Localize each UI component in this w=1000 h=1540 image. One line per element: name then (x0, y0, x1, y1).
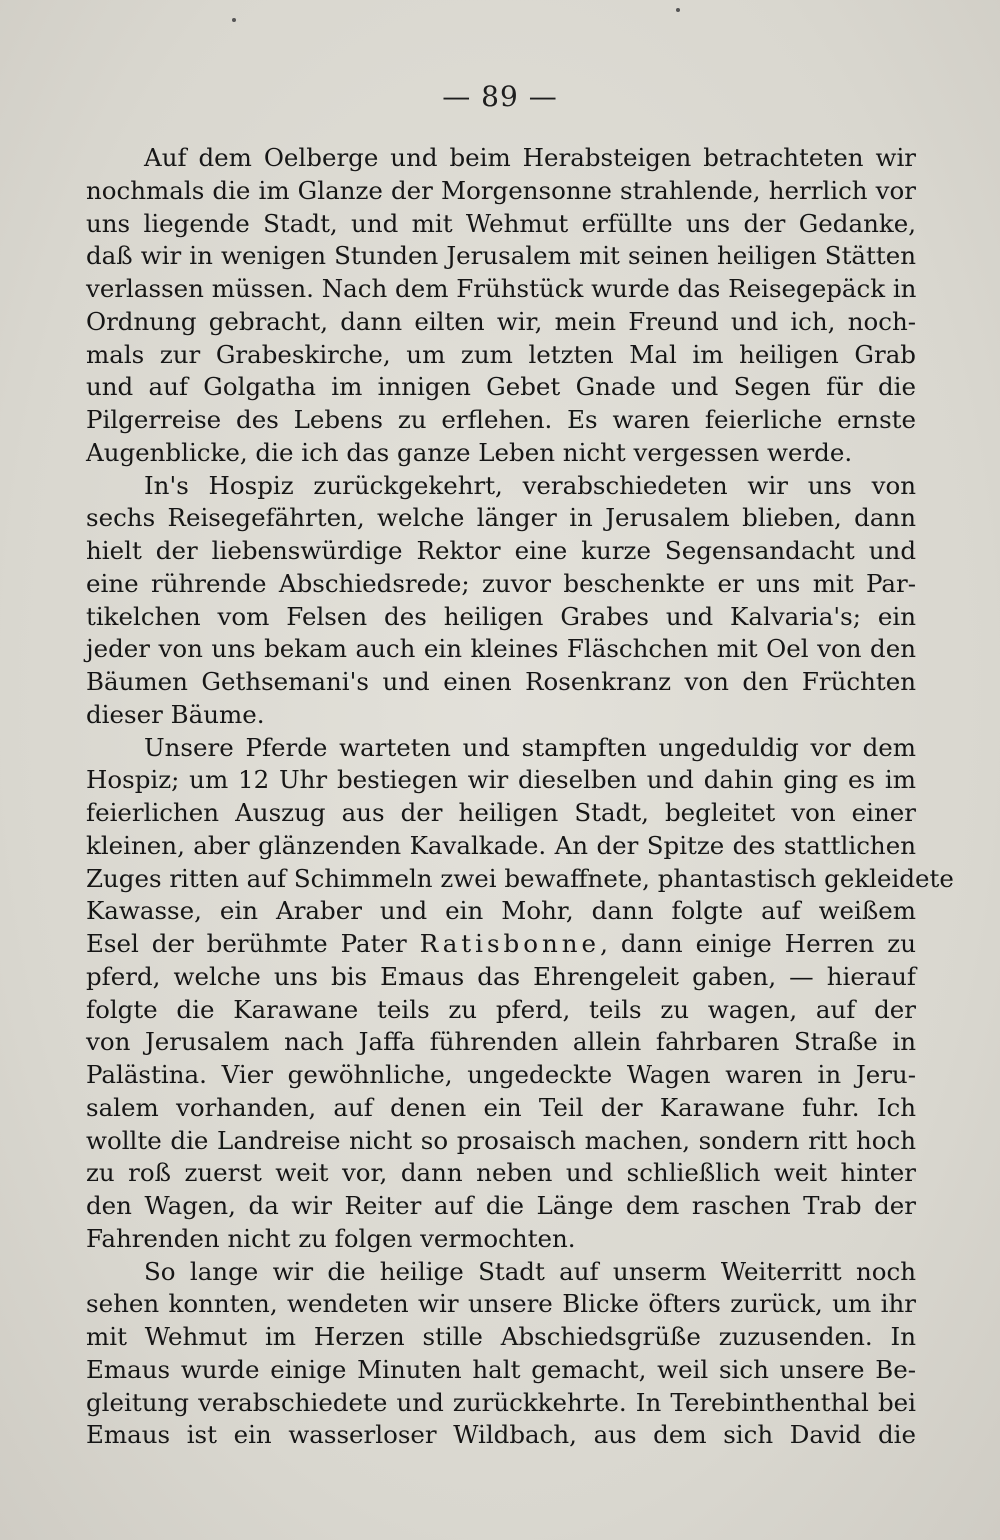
text-line: pferd, welche uns bis Emaus das Ehrengeleit gaben, — hierauf (86, 961, 916, 991)
text-line: Emaus wurde einige Minuten halt gemacht, weil sich unsere Be- (86, 1354, 916, 1384)
text-line: feierlichen Auszug aus der heiligen Stadt, begleitet von einer (86, 798, 916, 827)
text-line: sehen konnten, wendeten wir unsere Blicke öfters zurück, um ihr (86, 1289, 916, 1319)
text-line: wollte die Landreise nicht so prosaisch machen, sondern ritt hoch (86, 1125, 916, 1155)
text-line: folgte die Karawane teils zu pferd, teils zu wagen, auf der (86, 994, 916, 1024)
text-line: gleitung verabschiedete und zurückkehrte. In Terebinthenthal bei (86, 1387, 916, 1417)
text-line: uns liegende Stadt, und mit Wehmut erfüllte uns der Gedanke, (86, 208, 916, 238)
text-line: Bäumen Gethsemani's und einen Rosenkranz von den Früchten (86, 667, 916, 696)
text-line: nochmals die im Glanze der Morgensonne strahlende, herrlich vor (86, 175, 916, 205)
text-line: von Jerusalem nach Jaffa führenden allein fahrbaren Straße in (86, 1027, 916, 1057)
text-line: mals zur Grabeskirche, um zum letzten Mal im heiligen Grab (86, 339, 916, 369)
text-line: den Wagen, da wir Reiter auf die Länge dem raschen Trab der (86, 1191, 916, 1220)
text-line: mit Wehmut im Herzen stille Abschiedsgrüße zuzusenden. In (86, 1322, 916, 1351)
text-line: jeder von uns bekam auch ein kleines Fläschchen mit Oel von den (86, 634, 916, 664)
text-line: hielt der liebenswürdige Rektor eine kurze Segensandacht und (86, 536, 916, 565)
print-speck (232, 18, 236, 22)
text-line (86, 928, 916, 961)
text-line: Pilgerreise des Lebens zu erflehen. Es waren feierliche ernste (86, 405, 916, 434)
print-speck (676, 8, 680, 12)
text-line: In's Hospiz zurückgekehrt, verabschiedeten wir uns von (144, 470, 916, 500)
text-segment: Esel der berühmte Pater (86, 929, 407, 958)
text-line: Emaus ist ein wasserloser Wildbach, aus dem sich David die (86, 1420, 916, 1450)
text-line: So lange wir die heilige Stadt auf unserm Weiterritt noch (144, 1256, 916, 1286)
text-line: daß wir in wenigen Stunden Jerusalem mit seinen heiligen Stätten (86, 241, 916, 271)
text-line: sechs Reisegefährten, welche länger in Jerusalem blieben, dann (86, 503, 916, 533)
text-line: Palästina. Vier gewöhnliche, ungedeckte Wagen waren in Jeru- (86, 1060, 916, 1089)
text-segment: , dann einige Herren zu (600, 929, 916, 958)
text-line: Auf dem Oelberge und beim Herabsteigen betrachteten wir (144, 143, 916, 172)
text-line: salem vorhanden, auf denen ein Teil der Karawane fuhr. Ich (86, 1092, 916, 1122)
text-line: Hospiz; um 12 Uhr bestiegen wir dieselben und dahin ging es im (86, 765, 916, 795)
page-number: — 89 — (442, 80, 558, 113)
text-line: tikelchen vom Felsen des heiligen Grabes und Kalvaria's; ein (86, 601, 916, 631)
text-line: Fahrenden nicht zu folgen vermochten. (86, 1223, 576, 1253)
person-name-spaced: Ratisbonne (419, 929, 601, 958)
body-text (86, 142, 954, 1452)
text-line: zu roß zuerst weit vor, dann neben und schließlich weit hinter (86, 1158, 916, 1188)
text-line: Kawasse, ein Araber und ein Mohr, dann folgte auf weißem (86, 896, 916, 926)
text-line: Unsere Pferde warteten und stampften ungeduldig vor dem (144, 732, 916, 762)
text-line: Ordnung gebracht, dann eilten wir, mein Freund und ich, noch- (86, 306, 916, 336)
text-line: dieser Bäume. (86, 699, 265, 729)
text-line: Augenblicke, die ich das ganze Leben nicht vergessen werde. (86, 437, 853, 467)
text-line: verlassen müssen. Nach dem Frühstück wurde das Reisegepäck in (86, 274, 917, 303)
text-line: eine rührende Abschiedsrede; zuvor beschenkte er uns mit Par- (86, 568, 916, 598)
text-line: und auf Golgatha im innigen Gebet Gnade und Segen für die (86, 372, 916, 402)
text-line: kleinen, aber glänzenden Kavalkade. An der Spitze des stattlichen (86, 830, 916, 860)
text-line: Zuges ritten auf Schimmeln zwei bewaffnete, phantastisch gekleidete (86, 863, 954, 893)
